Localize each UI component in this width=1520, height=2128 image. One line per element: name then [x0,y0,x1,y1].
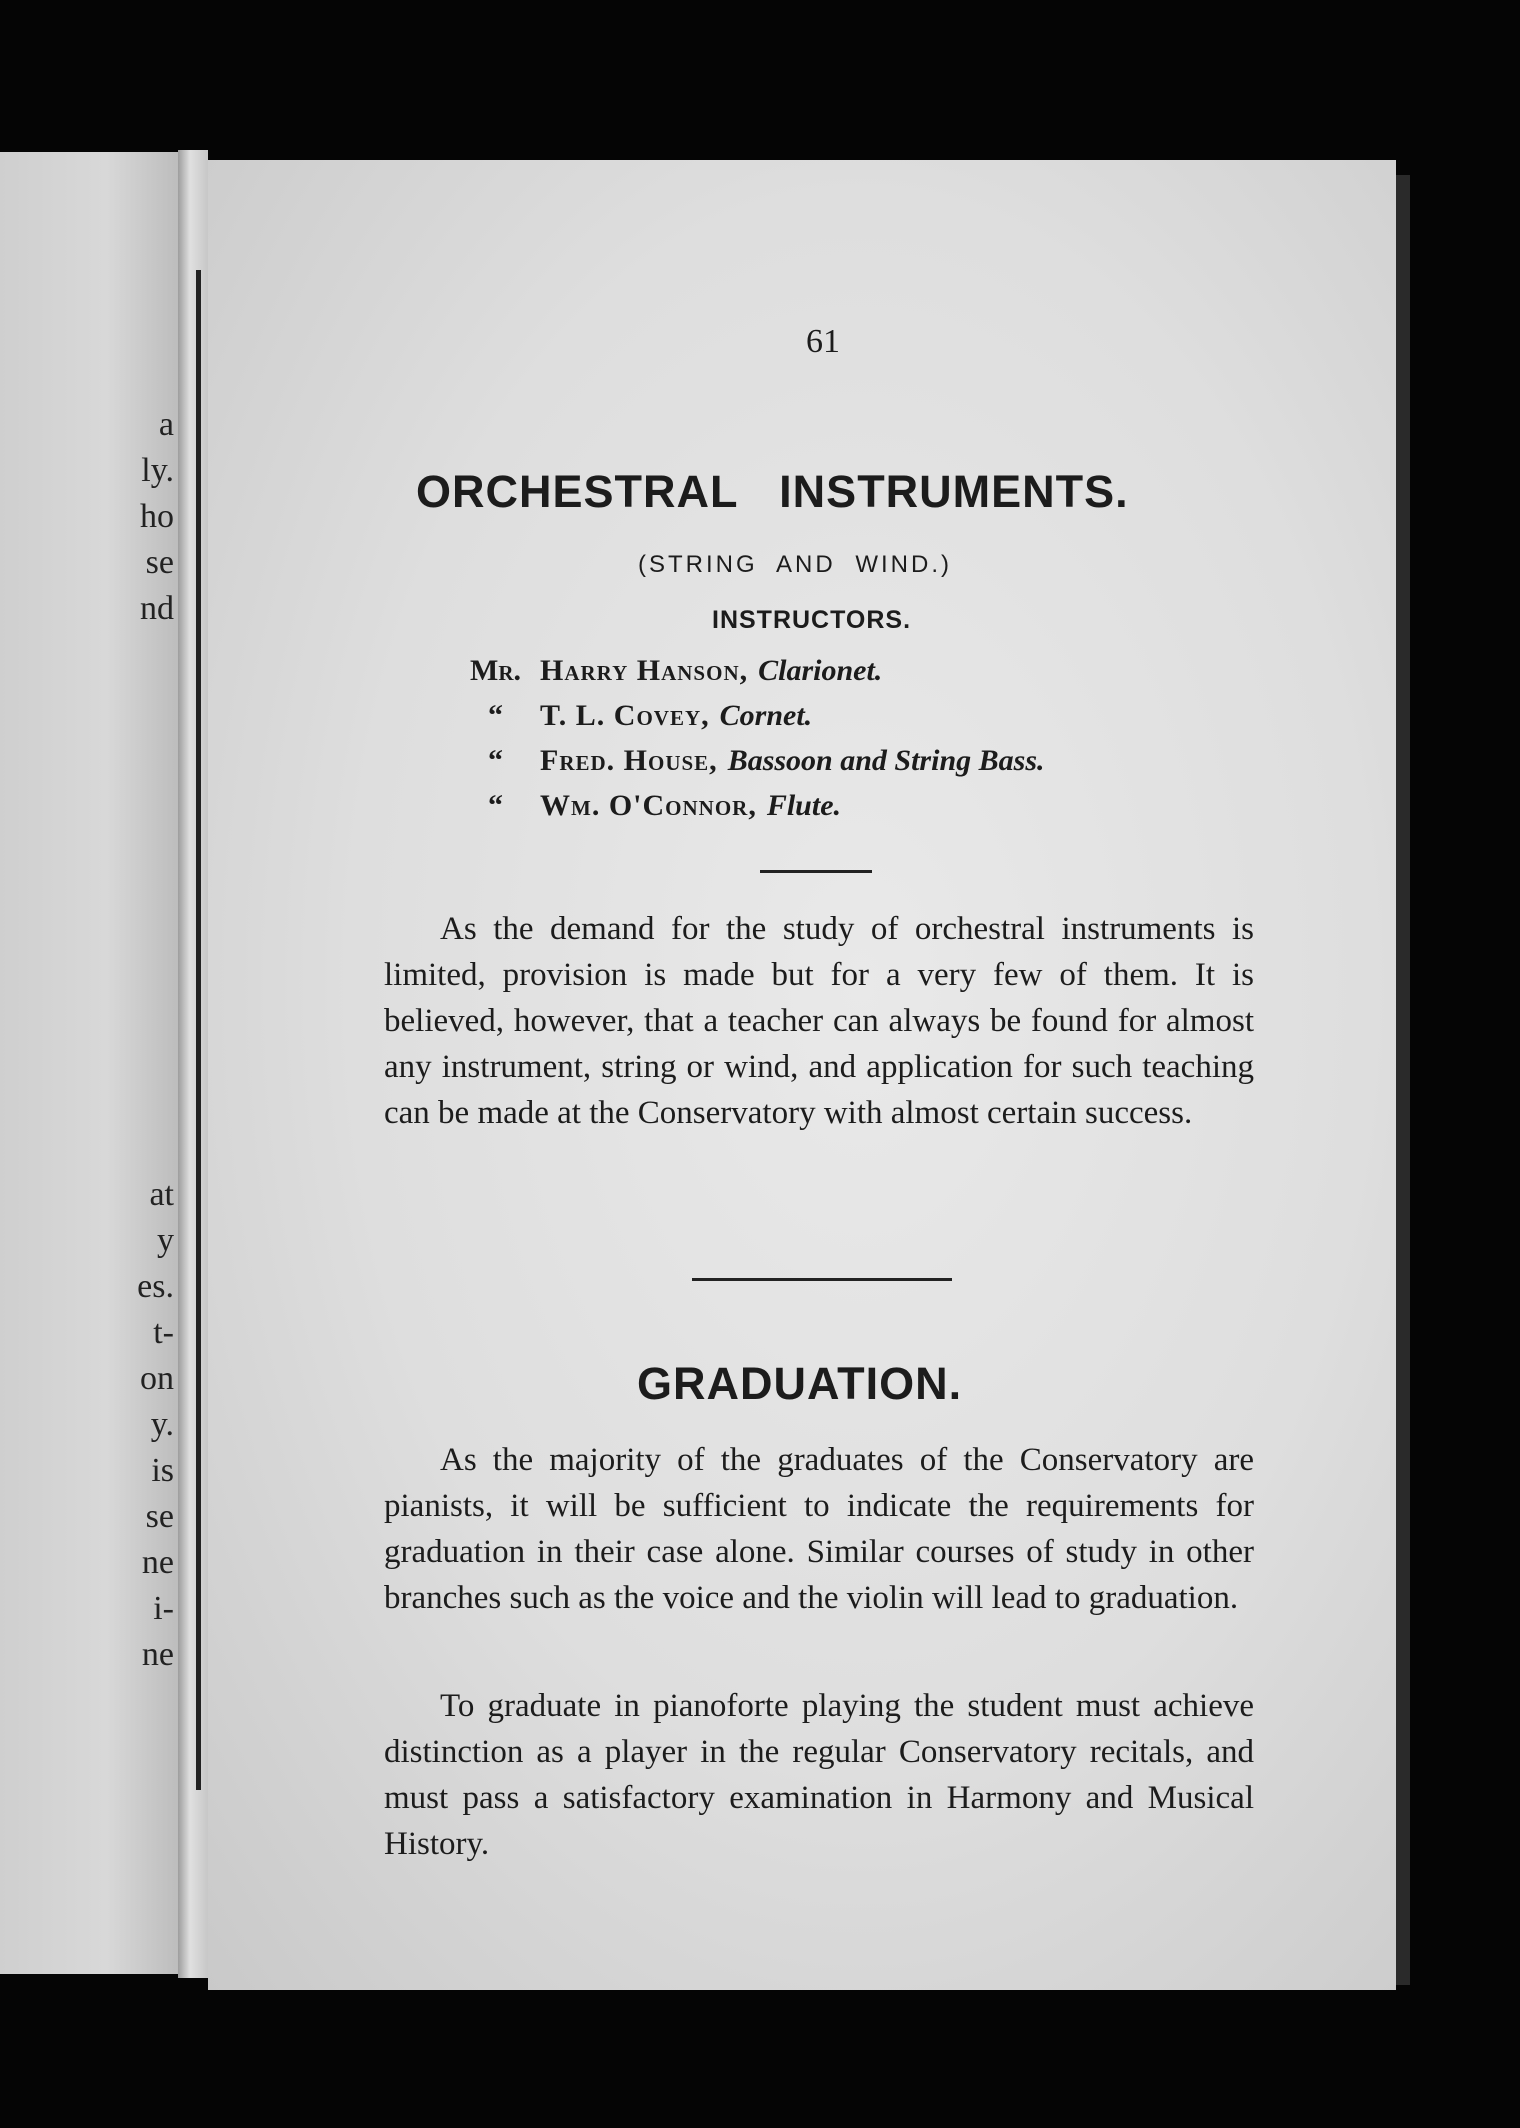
left-page-fragment: on [140,1360,174,1397]
instructor-entry [470,648,1045,693]
instructor-name: Wm. O'Connor, [540,789,757,822]
left-page-fragment: se [145,544,174,581]
left-page-fragment: y. [150,1406,174,1443]
divider-rule [760,870,872,873]
instructor-prefix: “ [488,699,503,732]
section-divider-rule [692,1278,952,1281]
instructor-prefix: “ [488,789,503,822]
instructors-heading: INSTRUCTORS. [712,606,912,634]
left-page-fragment: nd [140,590,174,627]
left-page-fragment: a [158,406,174,443]
instructor-name: Fred. House, [540,744,718,777]
instructor-entry [470,738,1045,783]
instructor-prefix: Mr. [470,654,521,687]
left-page-fragment: ne [141,1636,174,1673]
graduation-paragraph-2: To graduate in pianoforte playing the student must achieve distinction as a player in the regular Conservatory recitals, and must pass a satisfactory examination in Harmony and Musical History. [384,1688,1254,1862]
section-title: ORCHESTRAL INSTRUMENTS. [416,466,1129,517]
left-page-fragment: at [149,1176,174,1213]
instructor-name: Harry Hanson, [540,654,749,687]
left-page-fragment: is [151,1452,174,1489]
section-subtitle: (STRING AND WIND.) [638,551,952,578]
instructor-instrument: Flute. [766,789,842,822]
instructor-name: T. L. Covey, [540,699,710,732]
left-page-fragment: se [145,1498,174,1535]
instructor-instrument: Cornet. [719,699,813,732]
left-page-fragment: es. [137,1268,174,1305]
binding-thread [196,270,201,1790]
orchestral-paragraph: As the demand for the study of orchestral instruments is limited, provision is made but for a very few of them. It is believed, however, that a teacher can always be found for almost any instrument, string or wind, and application for such teaching can be made at the Conservatory with almost certain success. [384,911,1254,1131]
instructor-entry [470,783,1045,828]
instructor-instrument: Clarionet. [758,654,883,687]
instructor-list [470,648,1045,828]
left-page-fragment: ho [140,498,174,535]
page-number: 61 [806,323,840,360]
left-page-fragment: ly. [141,452,174,489]
instructor-instrument: Bassoon and String Bass. [727,744,1045,777]
left-page-edge [0,152,178,1974]
left-page-fragment: ne [141,1544,174,1581]
left-page-fragment: i- [153,1590,174,1627]
left-page-fragment: y [157,1222,174,1259]
book-gutter [178,150,208,1978]
instructor-prefix: “ [488,744,503,777]
graduation-paragraph-1: As the majority of the graduates of the Conservatory are pianists, it will be sufficient to indicate the requirements for graduation in their case alone. Similar courses of study in other branches such as the voice and the violin will lead to graduation. [384,1442,1254,1616]
instructor-entry [470,693,1045,738]
left-page-fragment: t- [153,1314,174,1351]
graduation-title: GRADUATION. [637,1358,963,1409]
page-edge-shadow [1396,175,1410,1985]
